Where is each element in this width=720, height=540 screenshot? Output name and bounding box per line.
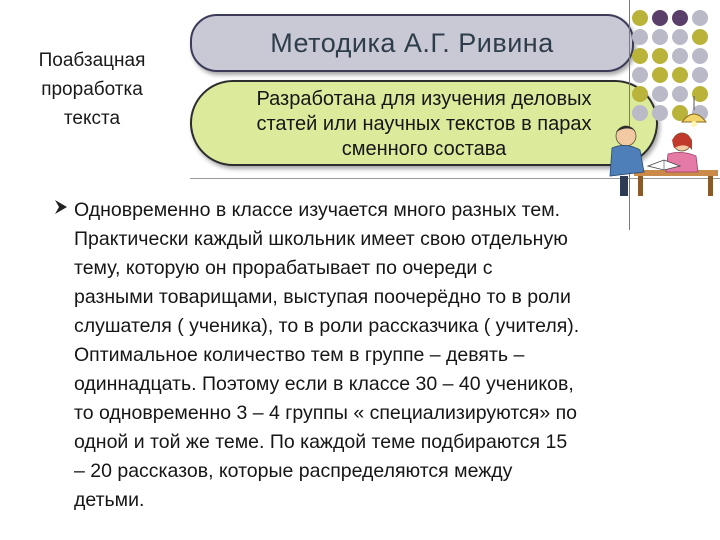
side-label-line-1: Поабзацная — [38, 50, 146, 71]
body-line: детьми. — [74, 489, 145, 511]
decorative-dot — [652, 10, 668, 26]
body-line: Оптимальное количество тем в группе – девять – — [74, 344, 525, 366]
subtitle-line-1: Разработана для изучения деловых — [256, 88, 592, 110]
decorative-dot — [632, 48, 648, 64]
decorative-dot — [632, 10, 648, 26]
body-line: Одновременно в классе изучается много разных тем. — [74, 199, 561, 221]
body-line: то одновременно 3 – 4 группы « специализируются» по — [74, 402, 578, 424]
subtitle-box — [190, 80, 658, 166]
body-line: одной и той же теме. По каждой теме подбираются 15 — [74, 431, 568, 453]
body-paragraph — [74, 196, 704, 515]
decorative-dot — [652, 29, 668, 45]
subtitle-line-2: статей или научных текстов в парах — [256, 113, 592, 135]
body-line: Практически каждый школьник имеет свою отдельную — [74, 228, 568, 250]
side-label — [6, 46, 178, 133]
arrow-bullet-icon — [54, 199, 68, 215]
side-label-line-3: текста — [63, 108, 121, 129]
subtitle-line-3: сменного состава — [341, 138, 507, 160]
decorative-dot — [672, 10, 688, 26]
body-line: слушателя ( ученика), то в роли рассказчика ( учителя). — [74, 315, 580, 337]
body-line: тему, которую он прорабатывает по очереди с — [74, 257, 493, 279]
decorative-dot — [672, 29, 688, 45]
decorative-dot — [692, 10, 708, 26]
body-line: – 20 рассказов, которые распределяются между — [74, 460, 513, 482]
side-label-line-2: проработка — [41, 79, 143, 100]
decorative-dot — [672, 67, 688, 83]
decorative-dot — [692, 48, 708, 64]
decorative-dot — [692, 29, 708, 45]
decorative-dot — [632, 67, 648, 83]
body-line: разными товарищами, выступая поочерёдно то в роли — [74, 286, 571, 308]
decorative-dot — [632, 29, 648, 45]
students-reading-illustration — [590, 96, 718, 196]
body-line: одиннадцать. Поэтому если в классе 30 – 40 учеников, — [74, 373, 574, 395]
decorative-dot — [692, 67, 708, 83]
slide-title: Методика А.Г. Ривина — [190, 14, 634, 72]
decorative-dot — [652, 48, 668, 64]
decorative-dot — [672, 48, 688, 64]
decorative-dot — [652, 67, 668, 83]
